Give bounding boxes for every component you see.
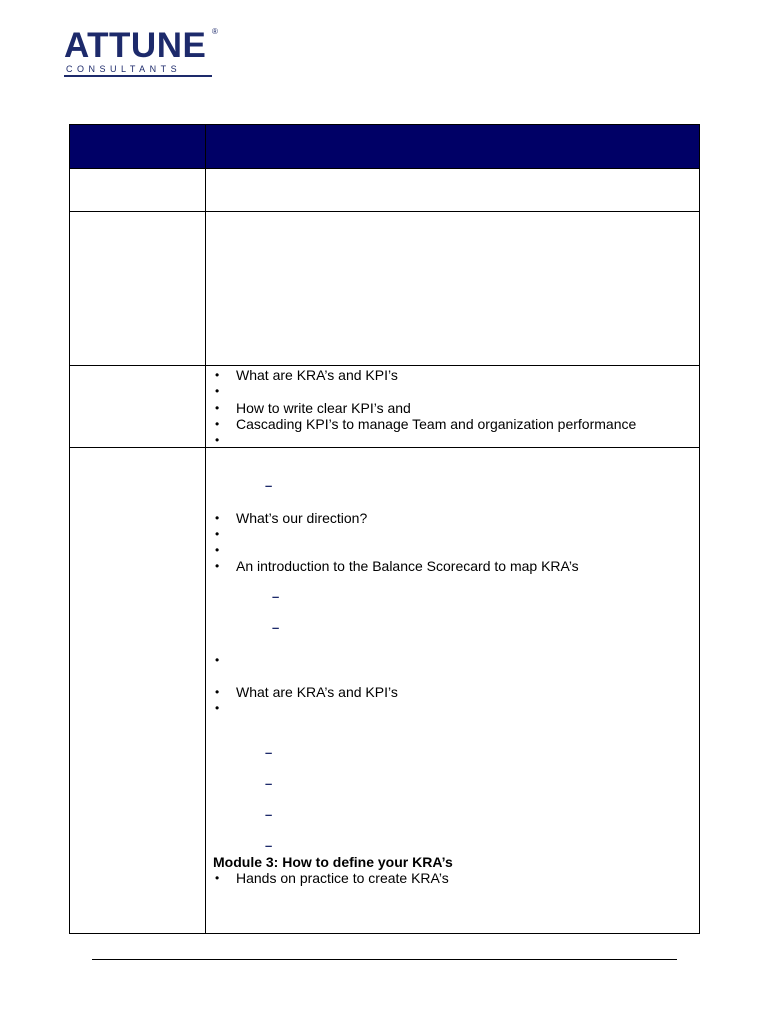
dash-marker: – — [265, 838, 273, 853]
course-table — [69, 124, 700, 934]
list-item: • An introduction to the Balance Scorecard to map KRA’s — [215, 558, 579, 574]
dash-marker: – — [272, 620, 280, 635]
content-cell — [206, 448, 700, 934]
logo-underline — [64, 75, 212, 77]
list-item — [206, 432, 699, 448]
table-header-row — [70, 125, 700, 169]
list-item: • What are KRA’s and KPI’s — [215, 367, 398, 383]
bullet-icon: • — [215, 384, 220, 398]
module-heading: Module 3: How to define your KRA’s — [213, 854, 453, 870]
bullet-icon: • — [215, 401, 220, 415]
list-item — [206, 700, 699, 716]
list-item — [206, 383, 699, 399]
logo-subtitle: CONSULTANTS — [66, 64, 182, 74]
registered-mark: ® — [212, 27, 218, 36]
bullet-icon: • — [215, 511, 220, 525]
row-label-cell — [70, 366, 206, 448]
row-label-cell — [70, 448, 206, 934]
dash-marker: – — [265, 478, 273, 493]
row-label-cell — [70, 212, 206, 366]
bullet-icon: • — [215, 527, 220, 541]
bullet-icon: • — [215, 368, 220, 382]
footer-rule — [92, 959, 677, 960]
bullet-icon: • — [215, 701, 220, 715]
table-row — [70, 169, 700, 212]
content-row — [70, 448, 700, 934]
logo-wordmark: ATTUNE — [64, 26, 207, 65]
row-label-cell — [70, 169, 206, 212]
list-item: • What’s our direction? — [215, 510, 368, 526]
bullet-icon: • — [215, 685, 220, 699]
outcomes-row — [70, 366, 700, 448]
dash-marker: – — [265, 745, 273, 760]
list-item — [206, 542, 699, 558]
header-cell-right — [206, 125, 700, 169]
header-cell-left — [70, 125, 206, 169]
list-item — [206, 526, 699, 542]
table-row — [70, 212, 700, 366]
bullet-icon: • — [215, 433, 220, 447]
list-item: • Hands on practice to create KRA’s — [215, 870, 449, 886]
bullet-icon: • — [215, 559, 220, 573]
bullet-icon: • — [215, 417, 220, 431]
row-value-cell — [206, 169, 700, 212]
dash-marker: – — [265, 776, 273, 791]
outcomes-cell — [206, 366, 700, 448]
list-item: • Cascading KPI’s to manage Team and organization performance — [215, 416, 637, 432]
dash-marker: – — [265, 807, 273, 822]
dash-marker: – — [272, 589, 280, 604]
list-item: • What are KRA’s and KPI’s — [215, 684, 398, 700]
row-value-cell — [206, 212, 700, 366]
company-logo — [64, 28, 224, 76]
list-item — [206, 652, 699, 668]
bullet-icon: • — [215, 543, 220, 557]
bullet-icon: • — [215, 871, 220, 885]
list-item: • How to write clear KPI’s and — [215, 400, 411, 416]
bullet-icon: • — [215, 653, 220, 667]
